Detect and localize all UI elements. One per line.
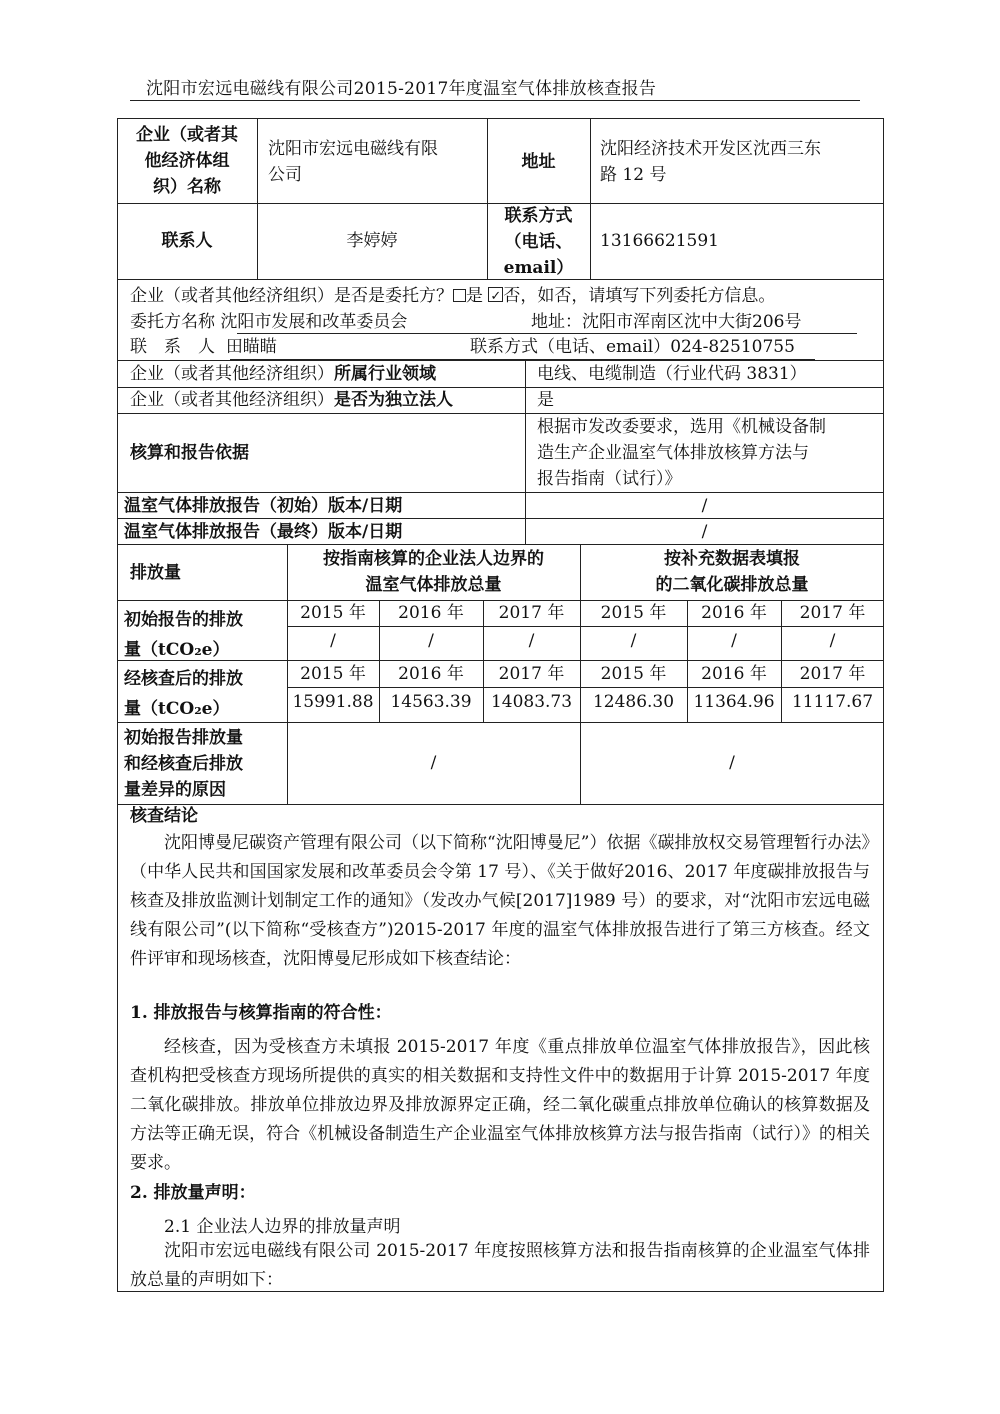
verified-value: 14563.39 — [390, 692, 472, 712]
rule — [590, 118, 591, 279]
group-legal-boundary: 按指南核算的企业法人边界的 温室气体排放总量 — [323, 549, 544, 595]
contact-phone: 13166621591 — [600, 231, 719, 251]
report-initial-label: 温室气体排放报告（初始）版本/日期 — [124, 496, 403, 516]
section-1-title: 1. 排放报告与核算指南的符合性： — [130, 1003, 392, 1023]
page-header: 沈阳市宏远电磁线有限公司2015-2017年度温室气体排放核查报告 — [146, 79, 657, 99]
client-question: 企业（或者其他经济组织）是否是委托方？ 是 ✓ 否，如否，请填写下列委托方信息。 — [130, 283, 775, 309]
company-name: 沈阳市宏远电磁线有限 公司 — [268, 139, 438, 185]
rule — [287, 687, 884, 688]
difference-label: 初始报告排放量 和经核查后排放 量差异的原因 — [124, 728, 243, 800]
rule — [287, 626, 884, 627]
year-header: 2016 年 — [398, 664, 464, 684]
year-header: 2017 年 — [799, 664, 866, 684]
conclusion-intro: 沈阳博曼尼碳资产管理有限公司（以下简称“沈阳博曼尼”）依据《碳排放权交易管理暂行办法》（中华人民共和国国家发展和改革委员会令第 17 号）、《关于做好2016、2017 年度碳排放报告与核查及排放监测计划制定工作的通知》（发改办气候[2017]1989 号）的要求，对“沈阳市宏远电磁线有限公司”(以下简称“受核查方”)2015-2017 年度的温室气体排放报告进行了第三方核查。经文件评审和现场核查，沈阳博曼尼形成如下核查结论： — [130, 833, 870, 969]
legal-value: 是 — [537, 390, 554, 410]
address-label: 地址 — [521, 152, 556, 172]
difference-value-2: / — [729, 753, 735, 773]
client-person: 田瞄瞄 — [225, 337, 277, 357]
section-2-1-text: 沈阳市宏远电磁线有限公司 2015-2017 年度按照核算方法和报告指南核算的企业温室气体排放总量的声明如下： — [130, 1241, 870, 1290]
industry-label: 企业（或者其他经济组织）所属行业领域 — [130, 364, 436, 384]
legal-label: 企业（或者其他经济组织）是否为独立法人 — [130, 390, 453, 410]
verified-value: 12486.30 — [592, 692, 675, 712]
rule — [117, 804, 884, 805]
initial-value: / — [428, 631, 434, 651]
year-header: 2017 年 — [498, 664, 565, 684]
initial-value: / — [528, 631, 535, 651]
client-name-line: 委托方名称 沈阳市发展和改革委员会 — [130, 312, 408, 332]
difference-value-1: / — [430, 753, 437, 773]
basis-value: 根据市发改委要求，选用《机械设备制 造生产企业温室气体排放核算方法与 报告指南（试行）》 — [537, 417, 826, 489]
initial-value: / — [829, 631, 836, 651]
client-address: 地址：沈阳市浑南区沈中大街206号 — [531, 312, 802, 332]
address-value: 沈阳经济技术开发区沈西三东 路 12 号 — [600, 139, 821, 185]
year-header: 2016 年 — [701, 603, 767, 623]
rule — [117, 600, 287, 601]
year-header: 2017 年 — [498, 603, 565, 623]
year-header: 2016 年 — [701, 664, 767, 684]
year-header: 2017 年 — [799, 603, 866, 623]
verified-value: 14083.73 — [490, 692, 573, 712]
year-header: 2015 年 — [600, 664, 667, 684]
section-2-1-title: 2.1 企业法人边界的排放量声明 — [164, 1217, 401, 1237]
checkbox-no-checked[interactable] — [488, 287, 503, 302]
header-rule — [130, 100, 860, 101]
verified-value: 11364.96 — [693, 692, 775, 712]
initial-emissions-label: 初始报告的排放 量（tCO₂e） — [124, 610, 243, 660]
client-person-line: 联 系 人 田瞄瞄 — [130, 337, 277, 357]
basis-label: 核算和报告依据 — [130, 443, 249, 463]
section-1-text: 经核查，因为受核查方未填报 2015-2017 年度《重点排放单位温室气体排放报告》，因此核查机构把受核查方现场所提供的真实的相关数据和支持性文件中的数据用于计算 2015-2017 年度二氧化碳排放。排放单位排放边界及排放源界定正确，经二氧化碳重点排放单位确认的核算数据及方法等正确无误，符合《机械设备制造生产企业温室气体排放核算方法与报告指南（试行）》的相关要求。 — [130, 1037, 870, 1173]
contact-label: 联系人 — [161, 231, 213, 251]
contact-name: 李婷婷 — [346, 231, 398, 251]
initial-value: / — [731, 631, 737, 651]
initial-value: / — [330, 631, 336, 651]
year-header: 2015 年 — [600, 603, 667, 623]
conclusion-title: 核查结论 — [130, 806, 198, 826]
group-supplementary: 按补充数据表填报 的二氧化碳排放总量 — [655, 549, 809, 595]
report-final-value: / — [701, 522, 708, 542]
company-label: 企业（或者其 他经济体组 织）名称 — [136, 125, 238, 197]
verified-emissions-label: 经核查后的排放 量（tCO₂e） — [124, 669, 243, 719]
checkbox-yes[interactable] — [453, 289, 466, 302]
year-header: 2015 年 — [300, 603, 366, 623]
emissions-label: 排放量 — [130, 563, 181, 583]
contact-method-label: 联系方式 （电话、 email） — [503, 206, 574, 278]
client-method: 联系方式（电话、email）024-82510755 — [470, 337, 795, 357]
verified-value: 11117.67 — [791, 692, 874, 712]
section-2-title: 2. 排放量声明： — [130, 1183, 256, 1203]
verified-value: 15991.88 — [292, 692, 374, 712]
year-header: 2015 年 — [300, 664, 366, 684]
report-final-label: 温室气体排放报告（最终）版本/日期 — [124, 522, 403, 542]
industry-value: 电线、电缆制造（行业代码 3831） — [537, 364, 807, 384]
report-initial-value: / — [701, 496, 708, 516]
rule — [257, 118, 258, 279]
year-header: 2016 年 — [398, 603, 464, 623]
initial-value: / — [630, 631, 637, 651]
client-name: 沈阳市发展和改革委员会 — [220, 312, 408, 332]
